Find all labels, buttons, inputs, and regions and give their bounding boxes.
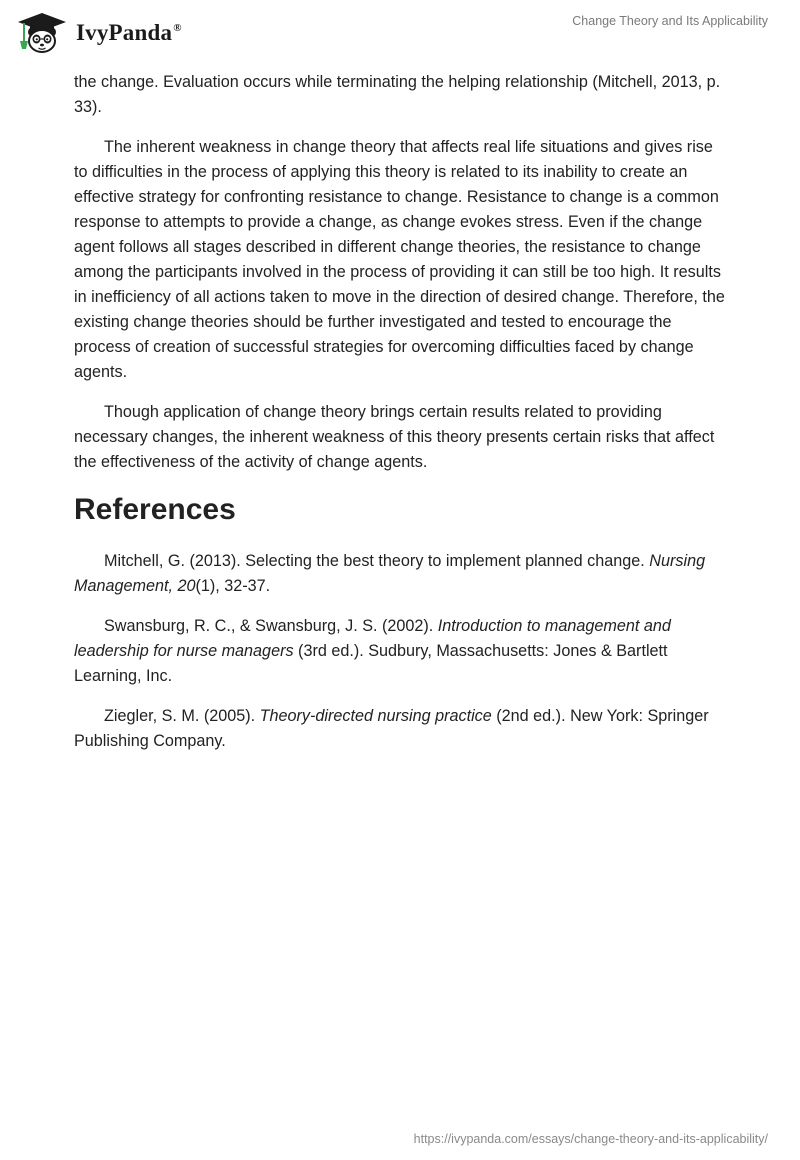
reference-item: Swansburg, R. C., & Swansburg, J. S. (2002). Introduction to management and leadership for nurse managers (3rd ed.). Sudbury, Massachusetts: Jones & Bartlett Learning, Inc. [74, 617, 671, 685]
registered-mark: ® [173, 22, 182, 35]
source-url-link[interactable]: https://ivypanda.com/essays/change-theory-and-its-applicability/ [413, 1132, 768, 1146]
paragraph-continuation: the change. Evaluation occurs while terminating the helping relationship (Mitchell, 2013, p. 33). [74, 73, 721, 116]
brand-name: IvyPanda® [76, 20, 182, 45]
essay-content [74, 70, 730, 769]
references-heading: References [74, 493, 236, 526]
ivypanda-logo[interactable] [14, 8, 182, 58]
page-header [0, 0, 800, 70]
panda-logo-icon [14, 11, 70, 55]
document-title: Change Theory and Its Applicability [572, 14, 768, 28]
reference-item: Ziegler, S. M. (2005). Theory-directed nursing practice (2nd ed.). New York: Springer Publishing Company. [74, 707, 709, 750]
paragraph-weakness: The inherent weakness in change theory that affects real life situations and gives rise to difficulties in the process of applying this theory is related to its inability to create an effective strategy for confronting resistance to change. Resistance to change is a common response to attempts to provide a change, as change evokes stress. Even if the change agent follows all stages described in different change theories, the resistance to change among the participants involved in the process of providing it can still be too high. It results in inefficiency of all actions taken to move in the direction of desired change. Therefore, the existing change theories should be further investigated and tested to encourage the process of creation of successful strategies for overcoming difficulties faced by change agents. [74, 138, 725, 381]
reference-item: Mitchell, G. (2013). Selecting the best theory to implement planned change. Nursing Management, 20(1), 32-37. [74, 552, 706, 595]
paragraph-conclusion: Though application of change theory brings certain results related to providing necessary changes, the inherent weakness of this theory presents certain risks that affect the effectiveness of the activity of change agents. [74, 403, 715, 471]
